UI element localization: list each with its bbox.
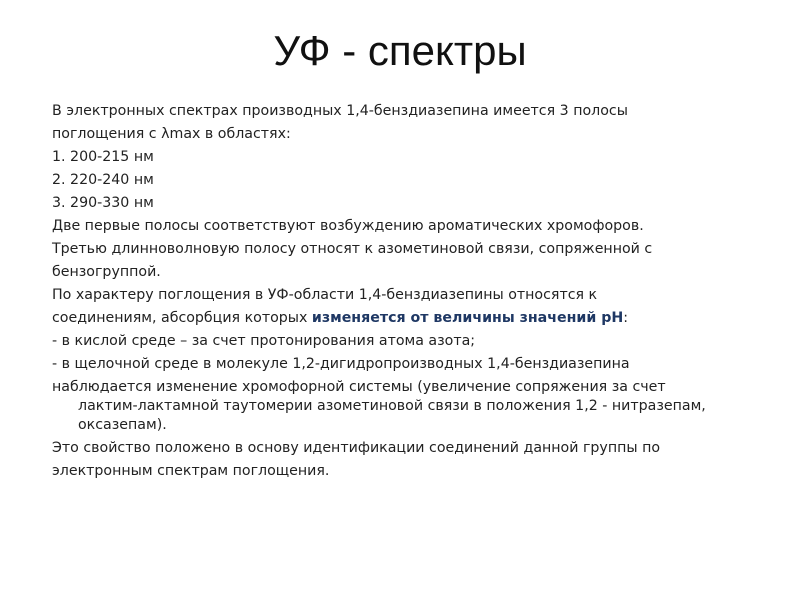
chromophore-change-paragraph [52, 376, 772, 437]
body-line-7: Третью длинноволновую полосу относят к азометиновой связи, сопряженной с [52, 241, 653, 257]
acidic-medium-line: - в кислой среде – за счет протонирования атома азота; [52, 333, 476, 349]
slide-body [52, 100, 772, 483]
chromophore-line-2: лактим-лактамной таутомерии азометиновой связи в положения 1,2 - нитразепам, [78, 398, 706, 414]
body-line-15: электронным спектрам поглощения. [52, 463, 330, 479]
alkaline-medium-line: - в щелочной среде в молекуле 1,2-дигидропроизводных 1,4-бенздиазепина [52, 356, 630, 372]
body-line-2: поглощения с λmax в областях: [52, 126, 291, 142]
band-item-2: 2. 220-240 нм [52, 172, 154, 188]
chromophore-line-3: оксазепам). [78, 417, 167, 433]
ph-dependence-highlight: изменяется от величины значений рН [311, 310, 624, 326]
chromophore-line-1: наблюдается изменение хромофорной системы (увеличение сопряжения за счет [52, 379, 666, 395]
band-item-3: 3. 290-330 нм [52, 195, 154, 211]
body-line-10-pre: соединениям, абсорбция которых [52, 310, 312, 326]
body-line-1: В электронных спектрах производных 1,4-бенздиазепина имеется 3 полосы [52, 103, 628, 119]
body-line-9: По характеру поглощения в УФ-области 1,4-бенздиазепины относятся к [52, 287, 598, 303]
body-line-10 [52, 307, 772, 330]
slide-title: УФ - спектры [273, 27, 527, 74]
body-line-6: Две первые полосы соответствуют возбуждению ароматических хромофоров. [52, 218, 644, 234]
body-line-10-post: : [623, 310, 629, 326]
body-line-8: бензогруппой. [52, 264, 161, 280]
band-item-1: 1. 200-215 нм [52, 149, 154, 165]
body-line-14: Это свойство положено в основу идентификации соединений данной группы по [52, 440, 661, 456]
